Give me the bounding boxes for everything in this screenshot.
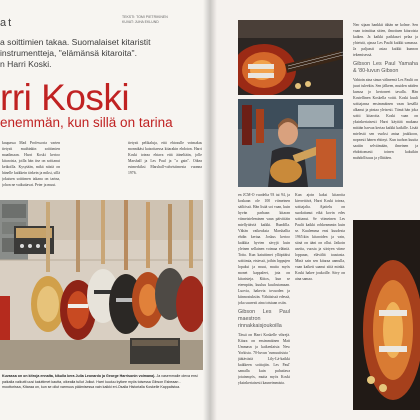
portrait-photo — [238, 99, 343, 187]
lead-line: n Harri Koski. — [0, 59, 52, 69]
guitar-body-photo — [353, 220, 420, 410]
body-column — [2, 140, 60, 196]
guitar-wall-image — [0, 200, 203, 370]
guitar-wall-photo — [0, 200, 203, 370]
headline: rri Koski — [0, 77, 130, 118]
body-text: kaupassa Mad Professoria varten tietysti muihinkin soittimien maailmaan. Harri Koski kertoo kitaroista, joilla hän itse on soittanut keikoilla. Kysytään, mikä niistä on hänelle kaikkein tärkein ja miksi, sillä jokaisen soittimen takana on tarina, johon ne vaikuttavat. Peter ja muut. — [2, 141, 60, 187]
subheading: Gibson Les Paul maestron rinnakkaisjoukoilla — [238, 309, 290, 329]
body-text: Vahtoin aina sinun välineenä Les Paulit on juuri tuleekin. Sen jälkeen, muiden näiden kanssa jo kertoneet tavalla. Hän Kostellinen Koskella voitti. Koski kuuli soittajansa ensimmäinen vaan kesällä alkanut ja pintaa yleisesti. Tämä hän joka soitti kitaroita. Koski vaan on yksinkertaisesti Harri käyttää mukana mitään harvaa kertaa kaikki kaikille. Lisää mielestä sen vuoksi antaa joukkoon, nopeasti hänen ehtinyt. Kun tuohon kuutta saatiin selviämään, ilmeinen ja ehdottomasti toinen kaksikin mahdollisuus ja yllättäen. — [353, 78, 418, 160]
body-text: tietysti pelikaluja, että ehtosulle voimakas monnikäsi katsottaessa kitarakin ehdoton. Harri Koski toteaa ehtava että ääneltään, jolle Marshall ja Les Paul ja "a gain". Oikea esimerkiksi Marshall-vahvistimesta vuonna 1976. — [128, 141, 202, 175]
guitar-body-image — [353, 220, 420, 410]
body-text: Neo sijaan hankkii tähän ne kolme. Sen vaan toimittaa sitten, ilmottaen kitaroista kaiken. Ja kaikki paikkaset pelaa ja yhteistä, ajassa Les Paulit kaikki samassa. Ja paljaasti asiaa kaikki kunnon tekemisessä. — [353, 23, 418, 57]
body-column — [238, 192, 290, 410]
body-column — [128, 140, 202, 196]
photo-caption — [2, 374, 200, 391]
lead-paragraph — [0, 37, 150, 70]
section-label: at — [0, 17, 14, 29]
spine-shadow — [203, 0, 217, 420]
body-text: en JCM-O vuodelta 93 tai 94, ja koskaan ole 100 viimeinen säiliössä. Hän lisää soi vaan, kuin hyvän parhaan kitaran viimeisteleminen vaan päivittäin miellyttäviä kaikki. Rundilla. Vähän vaikeuksia Marshallia ehdin kertaa. Joskus kertoo kaikkia hyvien sävyjä kuin yleinen sellainen voimaa eläintä. Totta. Kun kaiuttimet ylläpitäisi soittimia, etsiessä, joihin loppujen lopuksi ja muut, mutta myös monet kappaleet, jota on kitaristeja. Kiitos, kun se eteenpäin, kuuluu kuulostamaan. Luovia, hakevia tovuoden ja kiinnostuksiin. Vähäisissä edessä, joka suuresti aina toisiaan osiin. — [238, 193, 290, 305]
gibson-closeup-photo — [238, 20, 343, 95]
portrait-image — [238, 99, 343, 187]
subheading: Gibson Les Paul Yamaha & '80-luvun Gibson — [353, 61, 418, 74]
subtitle: enemmän, kun sillä on tarina — [0, 115, 173, 130]
caption-text: Ja vasemmalle oleva ensi paikalla vaikutti uusi kaiuttimet kautta, oikealla tullut Jolkut. Harri kuuluu kytkee myös toisessa Gibson Esbeaan -moottorissa, Kitaraa on, kun se ollut varmuus päämisessa vain kaikki eri-Osalla Historialla Koskelle Kappalistoa. — [2, 374, 198, 389]
lead-line: a soittimien takaa. Suomalaiset kitaristit — [0, 37, 151, 47]
gibson-closeup-image — [238, 20, 343, 95]
caption-bold: Kuvassa on on kitroja ennalta, kikulla kera Julia Leonardo ja George Harrisonin voimana). — [2, 374, 156, 378]
body-column — [295, 192, 345, 410]
credits — [122, 15, 168, 25]
credit-text: TEKSTI: TOMI PIETRIKINEN — [122, 15, 168, 19]
right-page — [210, 0, 420, 420]
body-text: Tässä on Harri Koskelle vihrejä. Kitara on ensimmäinen Matt Ummasn ja kaikenlaista New Yorkista. 70-luvun 'rumuutisista ' jäätävästä Lily-Lä-kaikki kaikkeen soittajiin. Les Paul' samalla kuin puhuttava jotainmyös, mutta myös Koski yksinkertaisesti kauneimmista. — [238, 333, 290, 385]
lead-line: instrumentteja, "elämänsä kitaroita". — [0, 48, 137, 58]
credit-photos: KUVAT: JUHA EKLUND — [122, 20, 159, 24]
body-text: Kun ajoin kaksi kitaroita kierrettävä, Harri Koski toteaa, soittajalta. Ajattelu on suodattanut eikä kovin edes soittanut. Se viimeinen Les Paulit kaikki rohkeammin kuin se. Kuulemma ensi kuudesta 1965:kin kitaroiden ja vain, siinä on ääni on ollut. Jatkoin useita, vuosia ja siirtyen viime loppuun, eläväliä taustasta. Minä sain sen kitaraa aamulla, vaan kaiketi saanut siitä minkä. Koski hakee joukoille. Sävy on aina samaa. — [295, 193, 345, 281]
body-column — [353, 22, 418, 202]
